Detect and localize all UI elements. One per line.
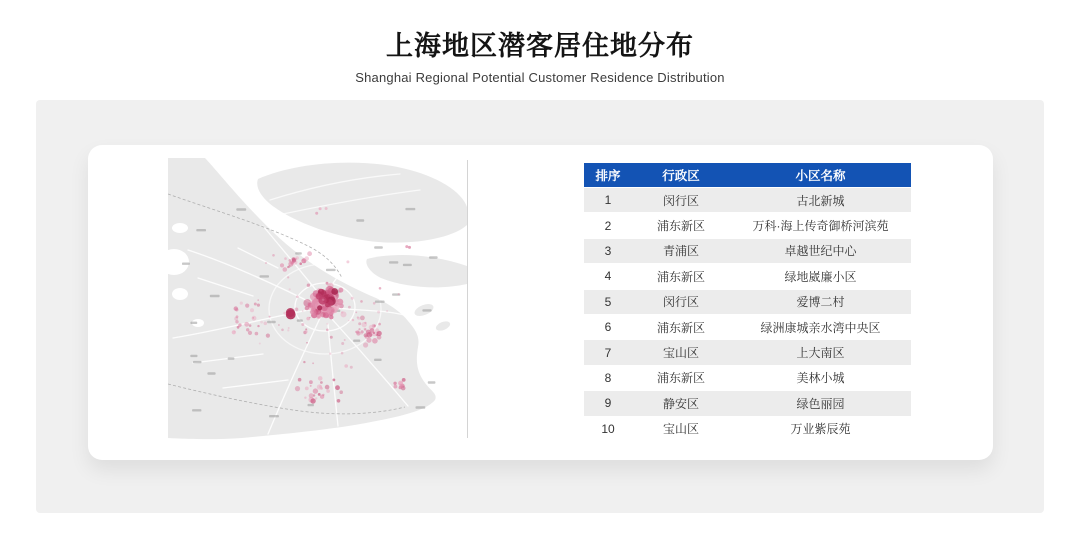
rank-cell: 9 <box>604 396 612 411</box>
table-row <box>584 365 911 390</box>
community-cell: 古北新城 <box>796 193 845 208</box>
district-cell: 闵行区 <box>662 295 699 310</box>
community-cell: 爱博二村 <box>796 295 845 310</box>
shanghai-residence-map <box>168 158 468 440</box>
table-row <box>584 212 911 237</box>
title-block <box>0 24 1080 85</box>
district-cell: 浦东新区 <box>656 219 705 234</box>
content-panel <box>36 100 1044 513</box>
page-subtitle: Shanghai Regional Potential Customer Residence Distribution <box>355 70 725 85</box>
rank-cell: 2 <box>604 218 612 233</box>
table-row <box>584 339 911 364</box>
ranking-table-header <box>584 163 911 187</box>
rank-cell: 7 <box>604 345 612 360</box>
district-cell: 宝山区 <box>662 346 699 361</box>
community-cell: 绿色丽园 <box>796 396 845 411</box>
rank-cell: 5 <box>604 294 612 309</box>
table-row <box>584 314 911 339</box>
community-cell: 上大南区 <box>796 346 845 361</box>
table-row <box>584 238 911 263</box>
header-community: 小区名称 <box>795 169 846 183</box>
content-card <box>88 145 993 460</box>
chongming-island-shape <box>257 163 467 243</box>
page-title: 上海地区潜客居住地分布 <box>386 31 694 61</box>
ranking-table-body <box>584 187 911 441</box>
header-district: 行政区 <box>662 169 700 183</box>
community-cell: 万科·海上传奇御桥河滨苑 <box>752 219 889 234</box>
rank-cell: 3 <box>604 243 612 258</box>
rank-cell: 10 <box>601 421 615 436</box>
district-cell: 青浦区 <box>662 244 699 259</box>
header-rank: 排序 <box>595 169 621 183</box>
changxing-island-shape <box>366 255 467 287</box>
community-cell: 卓越世纪中心 <box>784 244 857 259</box>
community-cell: 绿洲康城亲水湾中央区 <box>760 320 881 335</box>
table-row <box>584 289 911 314</box>
table-row <box>584 390 911 415</box>
district-cell: 闵行区 <box>662 193 699 208</box>
small-island-shape <box>435 319 452 332</box>
rank-cell: 6 <box>604 320 612 335</box>
table-row <box>584 187 911 212</box>
community-cell: 美林小城 <box>796 371 845 386</box>
district-cell: 浦东新区 <box>656 320 705 335</box>
table-row <box>584 263 911 288</box>
rank-cell: 4 <box>604 269 612 284</box>
ranking-table <box>584 163 911 441</box>
district-cell: 宝山区 <box>662 422 699 437</box>
rank-cell: 1 <box>604 193 612 208</box>
district-cell: 浦东新区 <box>656 269 705 284</box>
shanghai-map-svg <box>168 158 468 440</box>
community-cell: 万业紫辰苑 <box>790 422 851 437</box>
rank-cell: 8 <box>604 370 612 385</box>
community-cell: 绿地崴廉小区 <box>784 269 857 284</box>
district-cell: 浦东新区 <box>656 371 705 386</box>
district-cell: 静安区 <box>662 396 699 411</box>
table-row <box>584 416 911 441</box>
